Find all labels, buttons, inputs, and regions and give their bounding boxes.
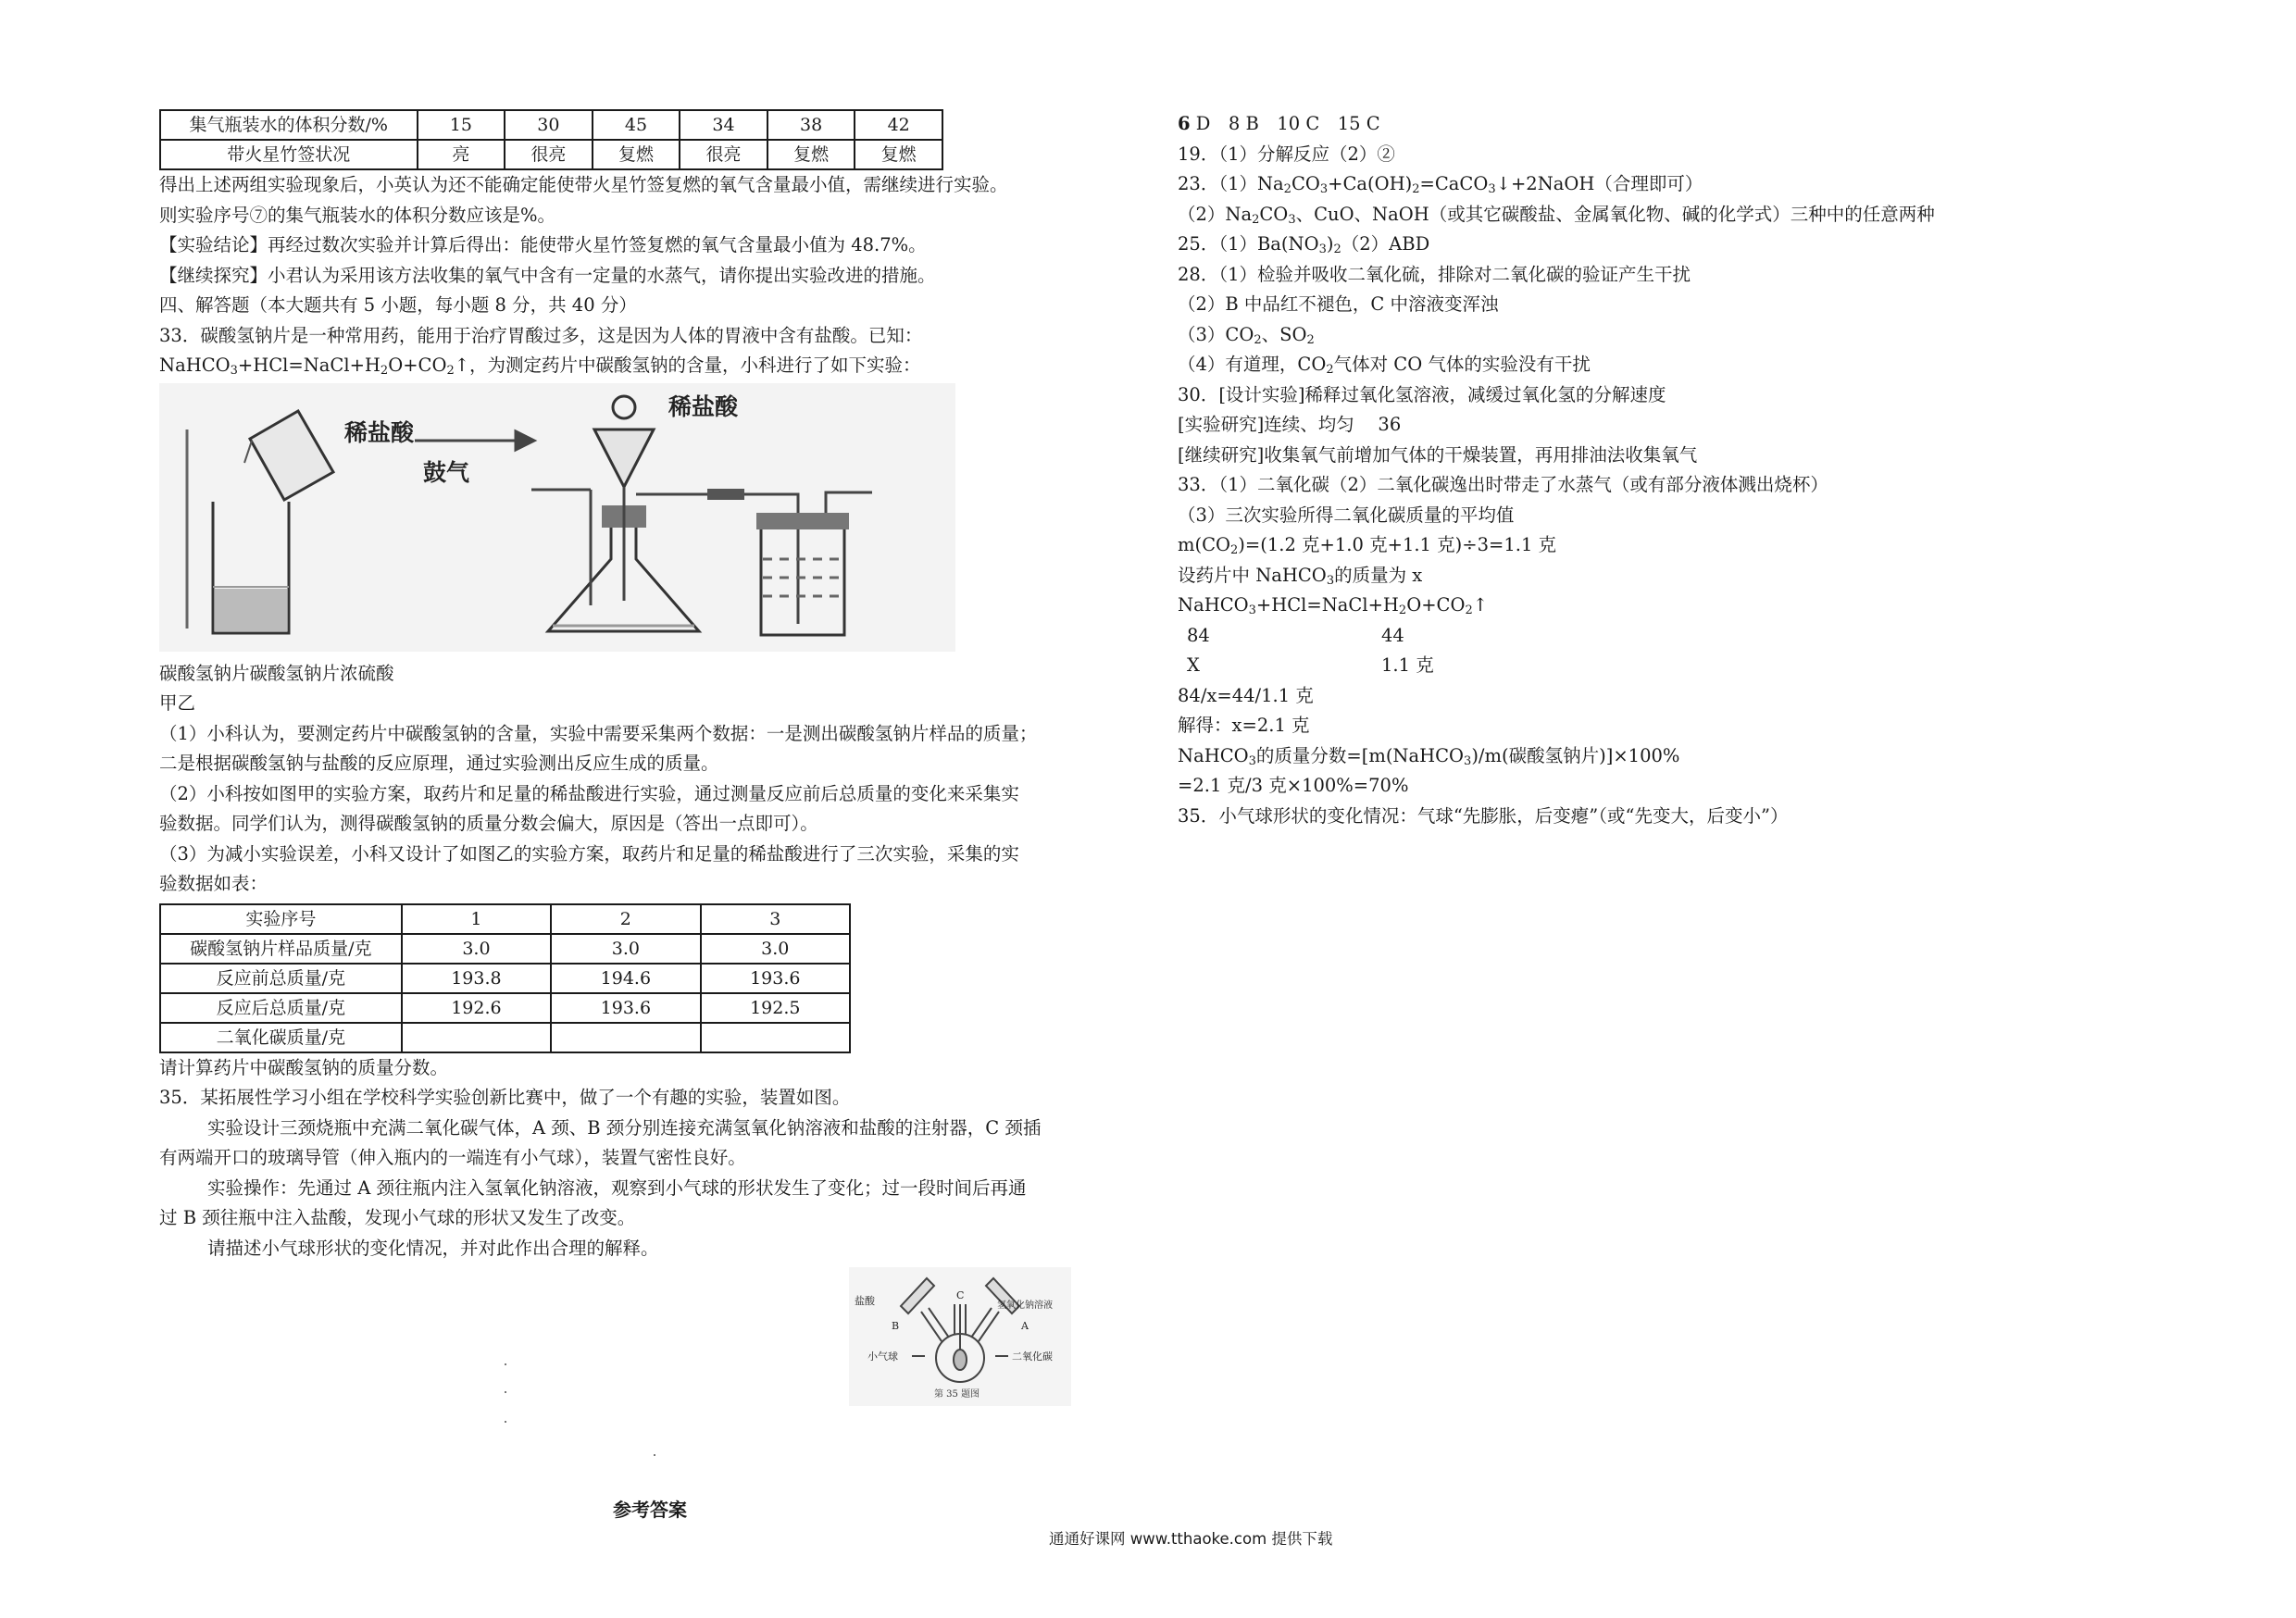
text-span: 设药片中 NaHCO bbox=[1178, 564, 1327, 586]
subscript: 3 bbox=[1288, 212, 1296, 227]
table-cell: 3.0 bbox=[701, 934, 850, 964]
answers-title: 参考答案 bbox=[613, 1499, 687, 1521]
answer-line bbox=[1178, 350, 2103, 380]
table-cell: 194.6 bbox=[551, 964, 700, 993]
subscript: 2 bbox=[1333, 243, 1341, 256]
answer-line bbox=[1178, 561, 2103, 591]
dot bbox=[654, 1454, 655, 1456]
paragraph: 请计算药片中碳酸氢钠的质量分数。 bbox=[159, 1056, 449, 1078]
answer-line bbox=[1178, 651, 2103, 681]
table-cell: 42 bbox=[855, 110, 942, 140]
table-cell: 碳酸氢钠片样品质量/克 bbox=[160, 934, 402, 964]
table-cell: 1 bbox=[402, 904, 551, 934]
table-cell: 38 bbox=[767, 110, 855, 140]
text-span: NaHCO bbox=[1178, 594, 1249, 616]
answer-line bbox=[1178, 530, 2103, 561]
table-cell: 集气瓶装水的体积分数/% bbox=[160, 110, 418, 140]
paragraph: 二是根据碳酸氢钠与盐酸的反应原理，通过实验测出反应生成的质量。 bbox=[159, 753, 719, 774]
answer-line bbox=[1178, 591, 2103, 621]
text-span: ↑ bbox=[1472, 594, 1489, 616]
text-span: +HCl=NaCl+H bbox=[237, 355, 381, 376]
paragraph: 过 B 颈往瓶中注入盐酸，发现小气球的形状又发生了改变。 bbox=[159, 1207, 636, 1228]
text-span: （3）CO bbox=[1178, 323, 1254, 345]
subscript: 2 bbox=[380, 364, 389, 378]
footer-source: 通通好课网 www.tthaoke.com 提供下载 bbox=[1049, 1530, 1333, 1548]
paragraph: 验数据如表： bbox=[159, 873, 268, 894]
answer-line bbox=[1178, 621, 2103, 652]
subscript: 2 bbox=[1306, 332, 1315, 347]
answer-line bbox=[1178, 169, 2103, 200]
data-table bbox=[159, 903, 851, 1053]
text-span: D 8 B 10 C 15 C bbox=[1190, 113, 1380, 134]
table-cell bbox=[551, 1023, 700, 1052]
answer-line: 33．（1）二氧化碳（2）二氧化碳逸出时带走了水蒸气（或有部分液体溅出烧杯） bbox=[1178, 474, 1828, 495]
answer-line: =2.1 克/3 克×100%=70% bbox=[1178, 775, 1409, 796]
paragraph: （1）小科认为，要测定药片中碳酸氢钠的含量，实验中需要采集两个数据：一是测出碳酸氢钠片样品的质量； bbox=[159, 722, 1038, 744]
three-neck-flask-figure bbox=[849, 1267, 1071, 1406]
subscript: 3 bbox=[230, 364, 238, 378]
text-span: ↓+2NaOH（合理即可） bbox=[1495, 173, 1703, 194]
paragraph: 得出上述两组实验现象后，小英认为还不能确定能使带火星竹签复燃的氧气含量最小值，需继续进行实验。 bbox=[159, 174, 1008, 195]
subscript: 2 bbox=[1398, 604, 1407, 617]
table-cell: 15 bbox=[418, 110, 505, 140]
text-span: 44 bbox=[1381, 624, 1404, 646]
table-cell: 3.0 bbox=[402, 934, 551, 964]
table-cell: 复燃 bbox=[767, 140, 855, 169]
text-span: X bbox=[1187, 654, 1200, 676]
question-33-text: 33．碳酸氢钠片是一种常用药，能用于治疗胃酸过多，这是因为人体的胃液中含有盐酸。已知： bbox=[159, 324, 923, 346]
oxygen-table bbox=[159, 109, 943, 170]
table-cell: 亮 bbox=[418, 140, 505, 169]
answer-line: 35．小气球形状的变化情况：气球“先膨胀，后变瘪”（或“先变大，后变小”） bbox=[1178, 804, 1789, 827]
text-span: )/m(碳酸氢钠片)]×100% bbox=[1471, 744, 1680, 766]
text-span: 的质量为 x bbox=[1334, 564, 1423, 586]
answer-line: 84/x=44/1.1 克 bbox=[1178, 684, 1314, 706]
table-cell: 193.6 bbox=[701, 964, 850, 993]
table-cell: 反应后总质量/克 bbox=[160, 993, 402, 1023]
paragraph: （3）为减小实验误差，小科又设计了如图乙的实验方案，取药片和足量的稀盐酸进行了三次实验，采集的实 bbox=[159, 842, 1019, 865]
table-cell: 193.8 bbox=[402, 964, 551, 993]
subscript: 2 bbox=[1254, 332, 1262, 347]
figure-caption: 碳酸氢钠片碳酸氢钠片浓硫酸 bbox=[159, 662, 394, 684]
table-cell: 3 bbox=[701, 904, 850, 934]
text-span: ) bbox=[1326, 233, 1334, 255]
table-row bbox=[160, 904, 850, 934]
answer-line: 28．（1）检验并吸收二氧化硫，排除对二氧化碳的验证产生干扰 bbox=[1178, 263, 1691, 285]
label-a: A bbox=[1021, 1320, 1029, 1332]
subscript: 2 bbox=[1412, 182, 1420, 196]
subscript: 3 bbox=[1319, 182, 1329, 196]
table-cell bbox=[701, 1023, 850, 1052]
table-row bbox=[160, 934, 850, 964]
table-cell: 复燃 bbox=[855, 140, 942, 169]
table-cell: 30 bbox=[505, 110, 593, 140]
question-35-title: 35．某拓展性学习小组在学校科学实验创新比赛中，做了一个有趣的实验，装置如图。 bbox=[159, 1087, 851, 1108]
table-cell: 193.6 bbox=[551, 993, 700, 1023]
paragraph: 验数据。同学们认为，测得碳酸氢钠的质量分数会偏大，原因是（答出一点即可）。 bbox=[159, 813, 818, 834]
table-cell: 34 bbox=[680, 110, 767, 140]
apparatus-diagram bbox=[159, 383, 955, 652]
answer-line bbox=[1178, 230, 2103, 260]
flask-diagram bbox=[849, 1267, 1071, 1406]
label-dilute-hcl-right: 稀盐酸 bbox=[668, 392, 739, 420]
table-cell: 2 bbox=[551, 904, 700, 934]
table-cell: 3.0 bbox=[551, 934, 700, 964]
answer-line bbox=[1178, 109, 2103, 140]
text-span: 、CuO、NaOH（或其它碳酸盐、金属氧化物、碱的化学式）三种中的任意两种 bbox=[1295, 203, 1935, 225]
label-co2: 二氧化碳 bbox=[1012, 1350, 1053, 1363]
equation-line bbox=[159, 351, 1148, 381]
text-span: 的质量分数=[m(NaHCO bbox=[1255, 744, 1465, 766]
paragraph: 【继续探究】小君认为采用该方法收集的氧气中含有一定量的水蒸气，请你提出实验改进的措施。 bbox=[159, 264, 936, 286]
text-span: CO bbox=[1259, 203, 1289, 225]
text-span: )=(1.2 克+1.0 克+1.1 克)÷3=1.1 克 bbox=[1238, 534, 1557, 555]
answer-line: 解得：x=2.1 克 bbox=[1178, 715, 1310, 736]
answer-line: [实验研究]连续、均匀 36 bbox=[1178, 414, 1402, 435]
subscript: 3 bbox=[1464, 753, 1472, 768]
table-cell: 反应前总质量/克 bbox=[160, 964, 402, 993]
text-span: （4）有道理，CO bbox=[1178, 354, 1327, 375]
paragraph: （2）小科按如图甲的实验方案，取药片和足量的稀盐酸进行实验，通过测量反应前后总质量的变化来采集实 bbox=[159, 782, 1019, 804]
subscript: 2 bbox=[1252, 212, 1260, 227]
figure-caption: 第 35 题图 bbox=[934, 1389, 980, 1400]
text-span: O+CO bbox=[388, 355, 447, 376]
text-span: 1.1 克 bbox=[1381, 654, 1434, 676]
paragraph: 请描述小气球形状的变化情况，并对此作出合理的解释。 bbox=[207, 1237, 659, 1259]
text-span: 气体对 CO 气体的实验没有干扰 bbox=[1333, 354, 1591, 375]
figure-caption: 甲乙 bbox=[159, 692, 196, 714]
dot bbox=[505, 1421, 506, 1423]
paragraph: 【实验结论】再经过数次实验并计算后得出：能使带火星竹签复燃的氧气含量最小值为 48.7%。 bbox=[159, 234, 927, 255]
subscript: 3 bbox=[1488, 182, 1496, 196]
table-row bbox=[160, 110, 942, 140]
paragraph: 则实验序号⑦的集气瓶装水的体积分数应该是%。 bbox=[159, 204, 556, 226]
text-span: NaHCO bbox=[1178, 744, 1249, 766]
answer-line: 19．（1）分解反应（2）② bbox=[1178, 143, 1395, 165]
table-cell: 45 bbox=[593, 110, 680, 140]
paragraph: 实验设计三颈烧瓶中充满二氧化碳气体，A 颈、B 颈分别连接充满氢氧化钠溶液和盐酸的注射器，C 颈插 bbox=[207, 1116, 1042, 1139]
right-column bbox=[1178, 109, 2103, 831]
subscript: 3 bbox=[1248, 604, 1256, 617]
subscript: 3 bbox=[1318, 243, 1327, 256]
answer-line bbox=[1178, 320, 2103, 351]
section-heading: 四、解答题（本大题共有 5 小题，每小题 8 分，共 40 分） bbox=[159, 294, 637, 316]
table-row bbox=[160, 140, 942, 169]
label-b: B bbox=[892, 1320, 900, 1332]
text-span: 6 bbox=[1178, 113, 1191, 134]
subscript: 2 bbox=[446, 364, 455, 378]
text-span: m(CO bbox=[1178, 534, 1231, 555]
paragraph: 实验操作：先通过 A 颈往瓶内注入氢氧化钠溶液，观察到小气球的形状发生了变化；过一段时间后再通 bbox=[207, 1176, 1027, 1199]
left-column bbox=[159, 109, 1148, 1406]
text-span: 84 bbox=[1187, 624, 1210, 646]
text-span: （2）ABD bbox=[1341, 233, 1430, 255]
subscript: 3 bbox=[1248, 753, 1256, 768]
text-span: NaHCO bbox=[159, 355, 231, 376]
table-cell: 很亮 bbox=[680, 140, 767, 169]
text-span: （2）Na bbox=[1178, 203, 1253, 225]
table-cell: 实验序号 bbox=[160, 904, 402, 934]
dot bbox=[505, 1363, 506, 1365]
text-span: 23．（1）Na bbox=[1178, 173, 1284, 194]
table-cell: 二氧化碳质量/克 bbox=[160, 1023, 402, 1052]
table-cell: 带火星竹签状况 bbox=[160, 140, 418, 169]
label-dilute-hcl-left: 稀盐酸 bbox=[344, 418, 415, 446]
table-cell: 很亮 bbox=[505, 140, 593, 169]
table-cell: 192.5 bbox=[701, 993, 850, 1023]
answer-line: （2）B 中品红不褪色，C 中溶液变浑浊 bbox=[1178, 293, 1499, 315]
table-cell bbox=[402, 1023, 551, 1052]
label-c: C bbox=[956, 1289, 965, 1301]
answer-line: （3）三次实验所得二氧化碳质量的平均值 bbox=[1178, 504, 1515, 526]
label-naoh: 氢氧化钠溶液 bbox=[997, 1301, 1053, 1311]
label-hcl: 盐酸 bbox=[855, 1295, 875, 1307]
apparatus-figure bbox=[159, 383, 955, 652]
answer-line bbox=[1178, 200, 2103, 230]
label-balloon: 小气球 bbox=[867, 1350, 898, 1363]
subscript: 2 bbox=[1230, 543, 1239, 557]
text-span: ↑，为测定药片中碳酸氢钠的含量，小科进行了如下实验： bbox=[454, 355, 921, 376]
text-span: O+CO bbox=[1406, 594, 1466, 616]
table-row bbox=[160, 1023, 850, 1052]
paragraph: 有两端开口的玻璃导管（伸入瓶内的一端连有小气球），装置气密性良好。 bbox=[159, 1147, 746, 1168]
answer-line: 30．[设计实验]稀释过氧化氢溶液，减缓过氧化氢的分解速度 bbox=[1178, 383, 1666, 405]
subscript: 2 bbox=[1465, 604, 1473, 617]
table-cell: 192.6 bbox=[402, 993, 551, 1023]
subscript: 2 bbox=[1283, 182, 1292, 196]
subscript: 3 bbox=[1326, 573, 1335, 588]
text-span: +HCl=NaCl+H bbox=[1255, 594, 1399, 616]
text-span: CO bbox=[1291, 173, 1320, 194]
subscript: 2 bbox=[1326, 363, 1334, 377]
text-span: =CaCO bbox=[1419, 173, 1489, 194]
table-row bbox=[160, 993, 850, 1023]
text-span: 25．（1）Ba(NO bbox=[1178, 233, 1319, 255]
text-span: 、SO bbox=[1261, 323, 1307, 345]
answer-line bbox=[1178, 741, 2103, 772]
label-air: 鼓气 bbox=[423, 458, 470, 486]
text-span: +Ca(OH) bbox=[1328, 173, 1413, 194]
answer-line: [继续研究]收集氧气前增加气体的干燥装置，再用排油法收集氧气 bbox=[1178, 443, 1698, 466]
table-row bbox=[160, 964, 850, 993]
dot bbox=[505, 1391, 506, 1393]
table-cell: 复燃 bbox=[593, 140, 680, 169]
